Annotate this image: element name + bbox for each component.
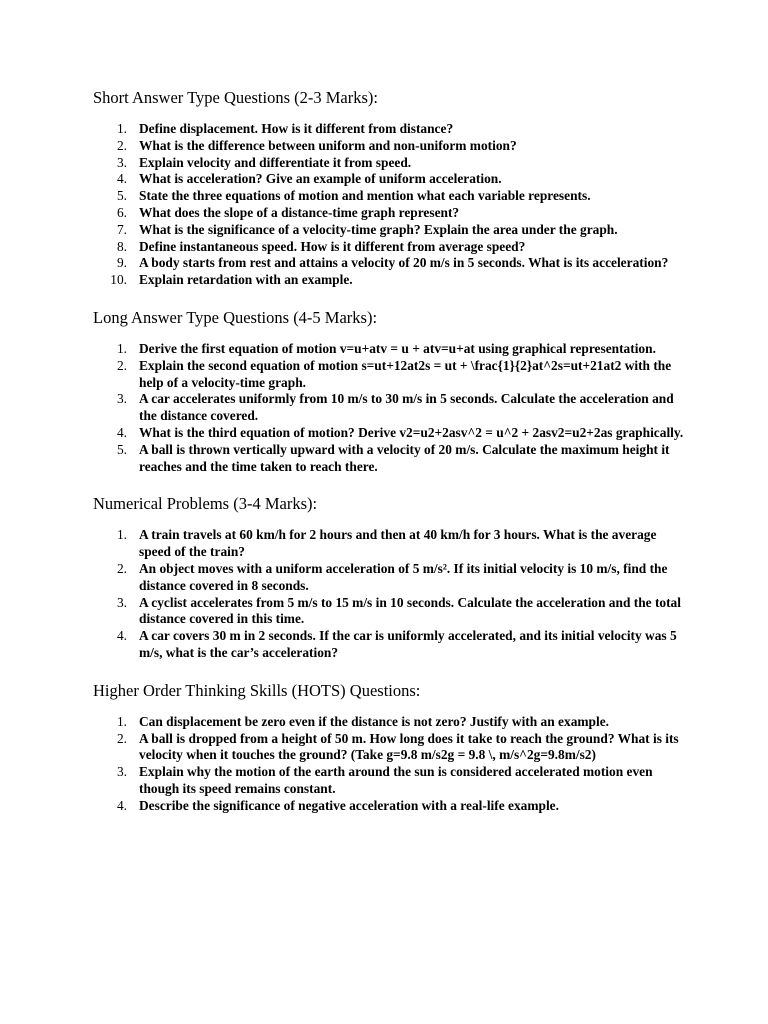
question-text: What is the significance of a velocity-time graph? Explain the area under the graph. <box>139 221 618 237</box>
question-item <box>93 798 688 815</box>
question-list <box>93 341 688 475</box>
question-item <box>93 188 688 205</box>
question-item <box>93 155 688 172</box>
question-item <box>93 764 688 798</box>
question-text: A train travels at 60 km/h for 2 hours and then at 40 km/h for 3 hours. What is the average speed of the train? <box>139 527 657 560</box>
question-list <box>93 527 688 661</box>
question-number: 1. <box>116 527 127 543</box>
question-item <box>93 341 688 358</box>
question-text: A ball is dropped from a height of 50 m. How long does it take to reach the ground? What is its velocity when it touches the ground? (Take g=9.8 m/s2g = 9.8 \, m/s^2g=9.8m/s2) <box>139 730 679 763</box>
question-number: 1. <box>116 713 127 729</box>
question-number: 6. <box>116 204 127 220</box>
question-number: 2. <box>116 357 127 373</box>
section-heading: Numerical Problems (3-4 Marks): <box>93 494 318 514</box>
question-number: 3. <box>116 154 127 170</box>
question-number: 9. <box>116 255 127 271</box>
question-text: A car accelerates uniformly from 10 m/s to 30 m/s in 5 seconds. Calculate the acceleration and the distance covered. <box>139 391 674 424</box>
section-short-answer <box>93 88 688 289</box>
question-number: 2. <box>116 730 127 746</box>
question-text: Explain retardation with an example. <box>139 272 353 288</box>
question-text: Describe the significance of negative acceleration with a real-life example. <box>139 797 559 813</box>
question-text: Define instantaneous speed. How is it different from average speed? <box>139 238 526 254</box>
question-item <box>93 714 688 731</box>
section-heading: Higher Order Thinking Skills (HOTS) Questions: <box>93 680 421 700</box>
question-item <box>93 731 688 765</box>
question-item <box>93 628 688 662</box>
question-number: 4. <box>116 424 127 440</box>
question-item <box>93 121 688 138</box>
question-item <box>93 561 688 595</box>
question-text: State the three equations of motion and mention what each variable represents. <box>139 188 591 204</box>
question-item <box>93 358 688 392</box>
section-numerical-problems <box>93 494 688 661</box>
question-number: 2. <box>116 137 127 153</box>
question-item <box>93 595 688 629</box>
question-text: Explain why the motion of the earth around the sun is considered accelerated motion even though its speed remains constant. <box>139 764 653 796</box>
question-text: Explain velocity and differentiate it from speed. <box>139 154 412 170</box>
question-item <box>93 171 688 188</box>
question-text: A body starts from rest and attains a velocity of 20 m/s in 5 seconds. What is its acceleration? <box>139 255 669 271</box>
question-number: 2. <box>116 560 127 576</box>
question-number: 7. <box>116 221 127 237</box>
question-text: Can displacement be zero even if the distance is not zero? Justify with an example. <box>139 713 609 729</box>
question-number: 4. <box>116 797 127 813</box>
question-item <box>93 222 688 239</box>
section-heading: Long Answer Type Questions (4-5 Marks): <box>93 307 378 327</box>
question-number: 4. <box>116 171 127 187</box>
question-list <box>93 714 688 815</box>
question-text: Define displacement. How is it different from distance? <box>139 121 454 136</box>
question-number: 3. <box>116 391 127 407</box>
question-number: 8. <box>116 238 127 254</box>
question-item <box>93 255 688 272</box>
question-text: Explain the second equation of motion s=ut+12at2s = ut + \frac{1}{2}at^2s=ut+21at2 with the help of a velocity-time graph. <box>139 357 672 390</box>
question-number: 3. <box>116 764 127 780</box>
question-item <box>93 527 688 561</box>
question-text: A ball is thrown vertically upward with a velocity of 20 m/s. Calculate the maximum height it reaches and the time taken to reach there. <box>139 441 670 474</box>
question-item <box>93 391 688 425</box>
question-item <box>93 239 688 256</box>
question-number: 1. <box>116 340 127 356</box>
section-heading: Short Answer Type Questions (2-3 Marks): <box>93 88 378 107</box>
question-item <box>93 272 688 289</box>
question-item <box>93 138 688 155</box>
question-number: 1. <box>116 121 127 136</box>
question-list <box>93 121 688 289</box>
question-item <box>93 442 688 476</box>
question-text: A car covers 30 m in 2 seconds. If the car is uniformly accelerated, and its initial velocity was 5 m/s, what is the car’s acceleration? <box>139 628 677 660</box>
question-text: What is the third equation of motion? Derive v2=u2+2asv^2 = u^2 + 2asv2=u2+2as graphically. <box>139 424 684 440</box>
question-number: 4. <box>116 628 127 644</box>
question-text: Derive the first equation of motion v=u+atv = u + atv=u+at using graphical representation. <box>139 340 656 356</box>
question-number: 10. <box>110 272 127 288</box>
question-text: What is acceleration? Give an example of uniform acceleration. <box>139 171 502 187</box>
section-long-answer <box>93 308 688 475</box>
question-text: What does the slope of a distance-time graph represent? <box>139 204 460 220</box>
question-text: A cyclist accelerates from 5 m/s to 15 m/s in 10 seconds. Calculate the acceleration and the total distance covered in this time. <box>139 594 681 627</box>
question-number: 5. <box>116 441 127 457</box>
question-number: 5. <box>116 188 127 204</box>
question-text: What is the difference between uniform and non-uniform motion? <box>139 137 517 153</box>
question-number: 3. <box>116 594 127 610</box>
question-item <box>93 205 688 222</box>
question-item <box>93 425 688 442</box>
section-hots-questions <box>93 681 688 815</box>
question-text: An object moves with a uniform acceleration of 5 m/s². If its initial velocity is 10 m/s, find the distance covered in 8 seconds. <box>139 560 668 593</box>
